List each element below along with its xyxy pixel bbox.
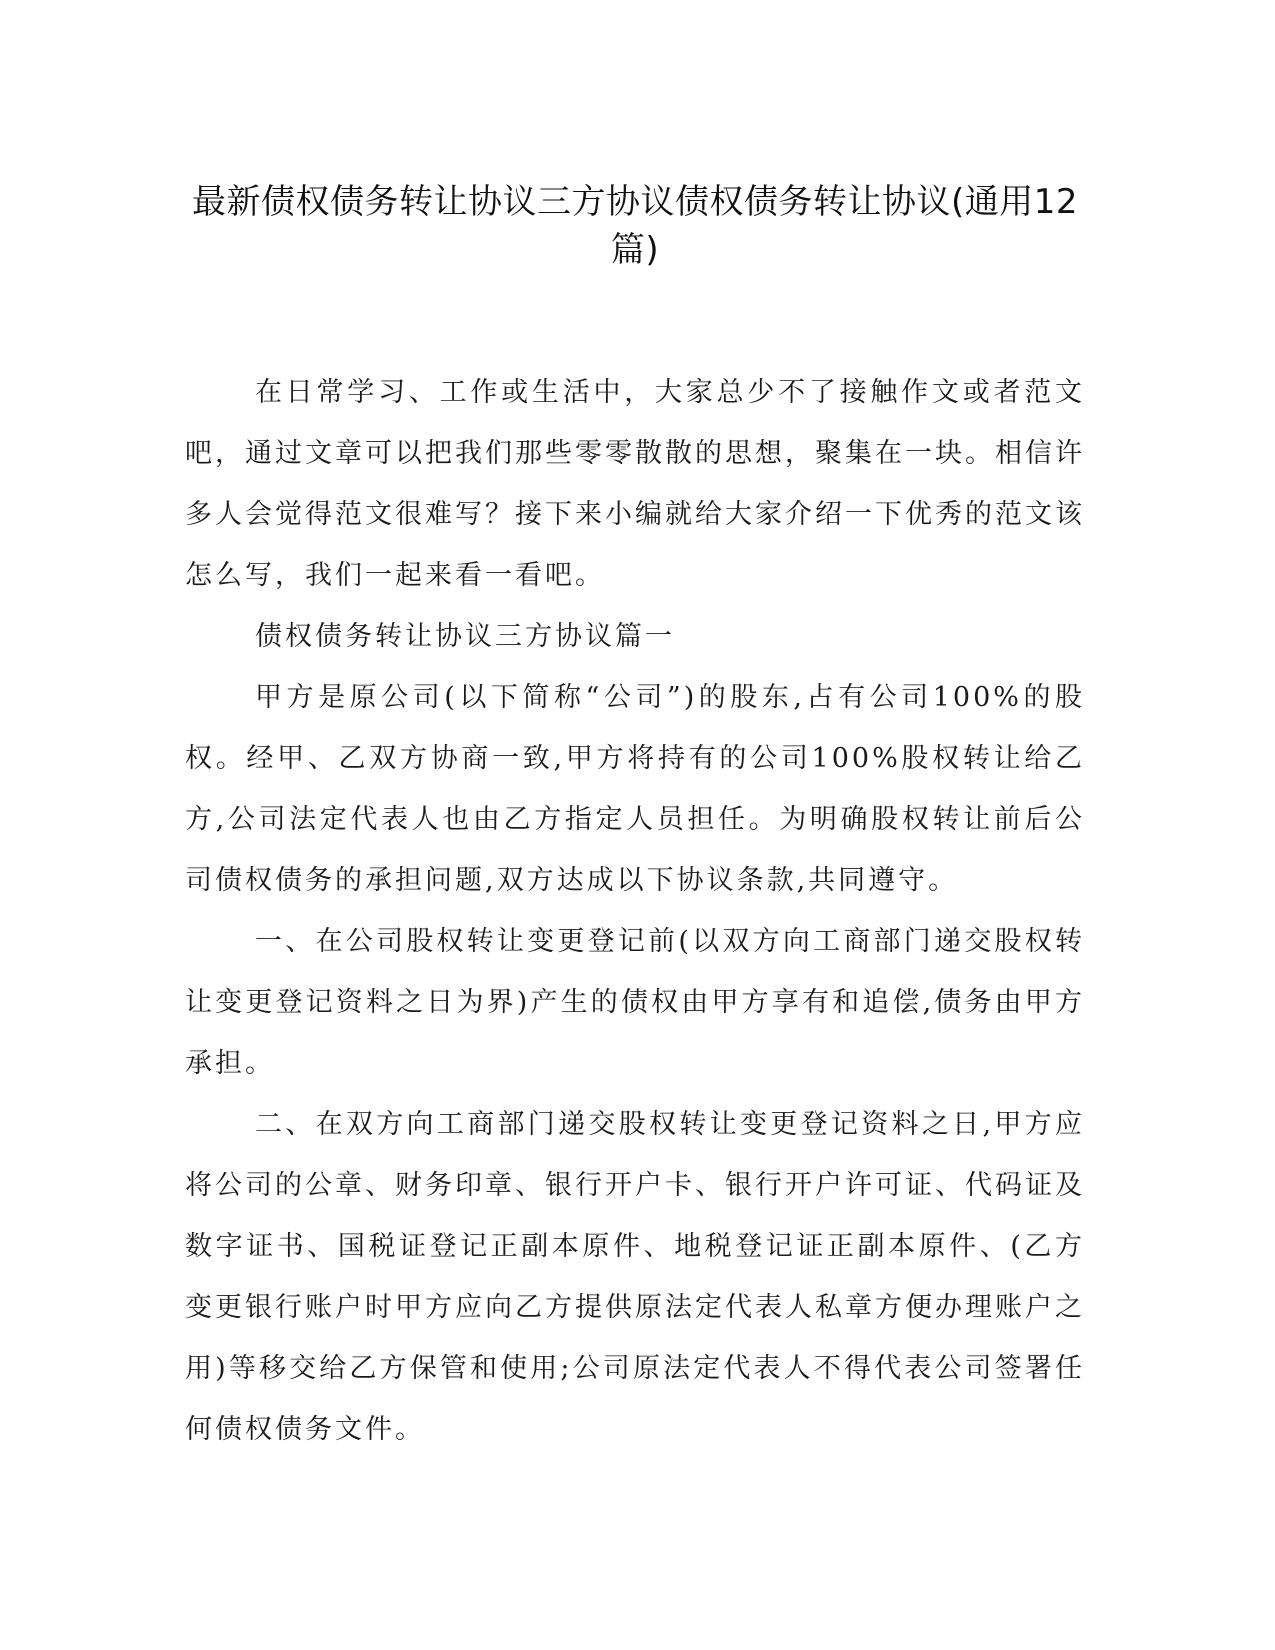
clause-one: 一、在公司股权转让变更登记前(以双方向工商部门递交股权转让变更登记资料之日为界)产生的债权由甲方享有和追偿,债务由甲方承担。: [185, 926, 1085, 1079]
paragraph-preamble: 甲方是原公司(以下简称“公司”)的股东,占有公司100%的股权。经甲、乙双方协商一致,甲方将持有的公司100%股权转让给乙方,公司法定代表人也由乙方指定人员担任。为明确股权转让前后公司债权债务的承担问题,双方达成以下协议条款,共同遵守。: [185, 682, 1085, 896]
document-title: 最新债权债务转让协议三方协议债权债务转让协议(通用12篇): [191, 182, 1079, 270]
paragraph-intro: 在日常学习、工作或生活中，大家总少不了接触作文或者范文吧，通过文章可以把我们那些零零散散的思想，聚集在一块。相信许多人会觉得范文很难写？接下来小编就给大家介绍一下优秀的范文该怎么写，我们一起来看一看吧。: [185, 377, 1085, 591]
document-body: [185, 362, 1085, 1460]
section-heading: 债权债务转让协议三方协议篇一: [255, 621, 675, 652]
clause-two: 二、在双方向工商部门递交股权转让变更登记资料之日,甲方应将公司的公章、财务印章、银行开户卡、银行开户许可证、代码证及数字证书、国税证登记正副本原件、地税登记证正副本原件、(乙方变更银行账户时甲方应向乙方提供原法定代表人私章方便办理账户之用)等移交给乙方保管和使用;公司原法定代表人不得代表公司签署任何债权债务文件。: [185, 1109, 1085, 1445]
